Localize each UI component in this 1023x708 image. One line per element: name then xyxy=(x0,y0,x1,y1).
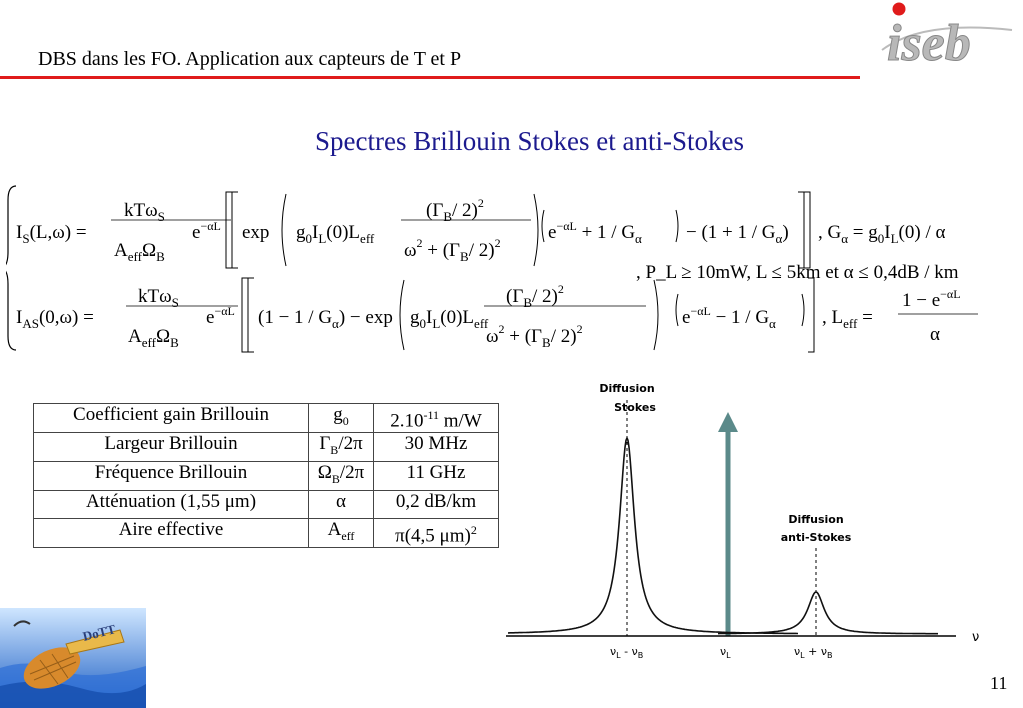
stokes-peak-curve xyxy=(508,438,798,634)
leff-definition: , $L_{eff}$ = xyxy=(822,307,873,331)
antistokes-formula xyxy=(16,278,978,352)
svg-text:(ΓB/ 2)2: ($\Gamma_B/$ 2)$^2$ xyxy=(426,196,484,224)
param-value: π(4,5 μm)$^2$ xyxy=(374,518,499,547)
param-label: Largeur Brillouin xyxy=(34,433,309,462)
corner-logo xyxy=(0,608,146,708)
stokes-prefactor-num: kTω$_S$ xyxy=(124,200,165,224)
g-alpha-definition: , $G_\alpha = g_0I_L(0) / \alpha$ xyxy=(818,222,946,246)
table-row xyxy=(34,462,499,491)
axis-label-nu: ν xyxy=(972,630,980,645)
svg-text:e−αL + 1 / Gα: $e^{-\alpha L} + 1 / G_\alpha$ xyxy=(548,219,642,246)
brillouin-spectrum-diagram xyxy=(498,378,988,662)
svg-text:(ΓB/ 2)2: ($\Gamma_B/$ 2)$^2$ xyxy=(506,282,564,310)
laser-arrow-head xyxy=(718,412,738,432)
table-row xyxy=(34,404,499,433)
param-symbol: α xyxy=(309,490,374,518)
param-label: Fréquence Brillouin xyxy=(34,462,309,491)
stokes-label-2: Stokes xyxy=(614,401,656,414)
svg-text:e−αL − 1 / Gα: $e^{-\alpha L} - 1 / G_\alpha$ xyxy=(682,304,776,331)
antistokes-label-2: anti-Stokes xyxy=(780,531,852,544)
param-value: 11 GHz xyxy=(374,462,499,491)
svg-text:AeffΩB: $A_{eff}\Omega_B$ xyxy=(128,326,179,350)
as-lhs: $I_{AS}(0,\omega)$ = xyxy=(16,307,94,331)
param-value: 30 MHz xyxy=(374,433,499,462)
stokes-prefactor-den: $A_{eff}\Omega_B$ xyxy=(114,240,165,264)
logo-red-dot xyxy=(893,3,906,16)
svg-text:DoTT: DoTT xyxy=(81,621,117,644)
stokes-exp: exp xyxy=(242,222,270,243)
param-value: $2.10^{-11}$ m/W xyxy=(374,404,499,433)
tick-stokes: $\nu_L - \nu_B$ xyxy=(610,645,644,660)
page-number: 11 xyxy=(990,673,1008,693)
param-symbol: $\Omega_B/2\pi$ xyxy=(309,462,374,491)
brillouin-parameters-table xyxy=(33,403,499,548)
stokes-label-1: Diffusion xyxy=(599,382,655,395)
header-divider xyxy=(0,76,860,79)
svg-text:α: α xyxy=(930,324,940,345)
param-label: Aire effective xyxy=(34,518,309,547)
validity-conditions: , P_L ≥ 10mW, L ≤ 5km et α ≤ 0,4dB / km xyxy=(636,262,959,283)
svg-text:1 − e−αL: $1 - e^{-\alpha L}$ xyxy=(902,287,961,311)
table-row xyxy=(34,433,499,462)
svg-text:− (1 + 1 / Gα): − $(1 + 1 / G_\alpha)$ xyxy=(686,222,789,246)
iseb-logo xyxy=(862,0,1023,78)
brillouin-formulas xyxy=(6,180,1018,355)
system-brace xyxy=(6,186,16,350)
table-row xyxy=(34,518,499,547)
param-label: Atténuation (1,55 μm) xyxy=(34,490,309,518)
svg-text:(1 − 1 / Gα) − exp: $(1 - 1 / G_\alpha) - \exp$ xyxy=(258,307,393,331)
logo-text: iseb xyxy=(887,15,971,72)
svg-text:g0IL(0)Leff: $g_0I_L(0)L_{eff}$ xyxy=(296,222,375,246)
antistokes-peak-curve xyxy=(718,592,938,634)
svg-text:e−αL: $e^{-\alpha L}$ xyxy=(192,219,221,243)
tick-antistokes: $\nu_L + \nu_B$ xyxy=(794,645,833,660)
slide-title: Spectres Brillouin Stokes et anti-Stokes xyxy=(315,126,744,156)
param-symbol: $\Gamma_B/2\pi$ xyxy=(309,433,374,462)
stokes-lhs: $I_S(L,\omega)$ = xyxy=(16,222,87,246)
svg-text:e−αL: $e^{-\alpha L}$ xyxy=(206,304,235,328)
param-symbol: $A_{eff}$ xyxy=(309,518,374,547)
param-value: 0,2 dB/km xyxy=(374,490,499,518)
table-row xyxy=(34,490,499,518)
antistokes-label-1: Diffusion xyxy=(788,513,844,526)
svg-text:g0IL(0)Leff: $g_0I_L(0)L_{eff}$ xyxy=(410,307,489,331)
header-title: DBS dans les FO. Application aux capteurs de T et P xyxy=(38,48,462,70)
svg-text:ω2 + (ΓB/ 2)2: $\omega^2 + (\Gamma_B/$ 2)$^2$ xyxy=(486,322,583,350)
svg-text:kTωS: kTω$_S$ xyxy=(138,286,179,310)
tick-laser: $\nu_L$ xyxy=(720,645,731,660)
stokes-formula xyxy=(16,192,945,268)
param-symbol: $g_0$ xyxy=(309,404,374,433)
svg-text:ω2 + (ΓB/ 2)2: $\omega^2 + (\Gamma_B/$ 2)$^2$ xyxy=(404,236,501,264)
param-label: Coefficient gain Brillouin xyxy=(34,404,309,433)
